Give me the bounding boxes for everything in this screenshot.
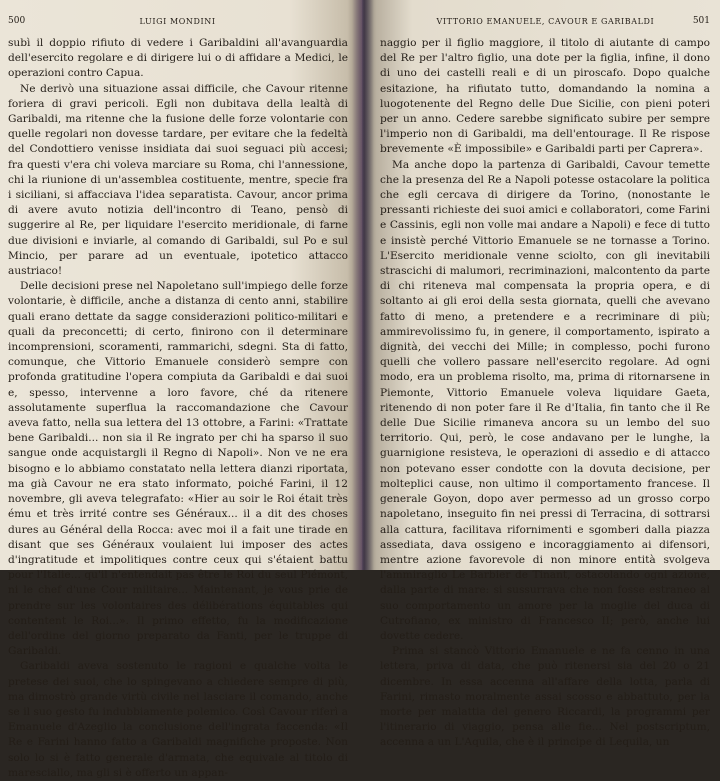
- left-paragraph-4: Garibaldi aveva sostenuto le ragioni e qualche volta le pretese dei suoi, che lo spingevano a chiedere sempre di più, ma dimostrò grande virtù civile nel lasciare il comando, anche se il suo gesto fu indubbiamente polemico. Così Cavour riferì a Emanuele d'Azeglio la conclusione dell'ingrata faccenda: «Il Re e Farini hanno fatto a Garibaldi magnifiche proposte. Non solo lo si è fatto generale d'armata, che equivale al titolo di maresciallo, ma gli si è offerto un appan-: [8, 660, 348, 779]
- left-paragraph-2: Ne derivò una situazione assai difficile, che Cavour ritenne foriera di gravi pericoli. Egli non dubitava della lealtà di Garibaldi, ma ritenne che la fusione delle forze volontarie con quelle regolari non dovesse tardare, per evitare che la fedeltà del Condottiero venisse insidiata dai suoi seguaci più accesi; fra questi v'era chi voleva marciare su Roma, chi l'annessione, chi la riunione di un'assemblea costituente, mentre, specie fra i siciliani, si affacciava l'idea separatista. Cavour, ancor prima di avere avuto notizia dell'incontro di Teano, pensò di suggerire al Re, per liquidare l'esercito meridionale, di farne due divisioni e inviarle, al comando di Garibaldi, sul Po e sul Mincio, per parare ad un eventuale, ipotetico attacco austriaco!: [8, 82, 348, 278]
- left-paragraph-1: subì il doppio rifiuto di vedere i Garibaldini all'avanguardia dell'esercito regolare e di dirigere lui o di affidare a Medici, le operazioni contro Capua.: [8, 37, 348, 80]
- right-paragraph-2: Ma anche dopo la partenza di Garibaldi, Cavour temette che la presenza del Re a Napoli potesse ostacolare la politica che egli cercava di dirigere da Torino, (nonostante le pressanti richieste dei suoi amici e collaboratori, come Farini e Cassinis, egli non volle mai andare a Napoli) e fece di tutto e insistè perché Vittorio Emanuele se ne tornasse a Torino. L'Esercito meridionale venne sciolto, con gli inevitabili strascichi di malumori, recriminazioni, malcontento da parte di chi riteneva mal compensata la propria opera, e di soltanto ai gli eroi della sesta giornata, quelli che avevano fatto di meno, a pretendere e a recriminare di più; ammirevolissimo fu, in genere, il comportamento, ispirato a dignità, dei vecchi dei Mille; in complesso, pochi furono quelli che vollero passare nell'esercito regolare. Ad ogni modo, era un problema risolto, ma, prima di ritornarsene in Piemonte, Vittorio Emanuele voleva liquidare Gaeta, ritenendo di non poter fare il Re d'Italia, fin tanto che il Re delle Due Sicilie rimaneva ancora su un lembo del suo territorio. Qui, però, le cose andavano per le lunghe, la guarnigione resisteva, le operazioni di assedio e di attacco non potevano esser condotte con la dovuta decisione, per molteplici cause, non ultimo il comportamento francese. Il generale Goyon, dopo aver permesso ad un grosso corpo napoletano, inseguito fin nei pressi di Terracina, di sottrarsi alla cattura, facilitava rifornimenti e sgomberi dalla piazza assediata, dava ossigeno e incoraggiamento ai difensori, mentre azione favorevole di non minore entità svolgeva l'ammiraglio Le Barbier de Tinant, ostacolando ogni azione, dalla parte di mare: si sussurrava che non fosse estraneo al suo comportamento un amore per la moglie del duca di Cutrofiano, ex ministro di Francesco II; però, anche lui dovette cedere.: [380, 158, 710, 642]
- right-paragraph-3: Prima si stancò Vittorio Emanuele e ne fa cenno in una lettera, priva di data, che può ritenersi sia del 20 o 21 dicembre. In essa accenna all'affare della lotta, parla di Farini, rimasto moralmente assai scosso e abbattuto, per la morte per malattia del genero Riccardi, la programmi per l'itinerario di viaggio, pensa alle fie... Nel postscriptum, accenna a un L'Aquila, che è il principe di Lequila, un: [380, 645, 710, 749]
- right-page-number: 501: [692, 16, 710, 26]
- right-running-head: VITTORIO EMANUELE, CAVOUR E GARIBALDI: [436, 16, 655, 26]
- left-paragraph-3: Delle decisioni prese nel Napoletano sull'impiego delle forze volontarie, è difficile, anche a distanza di cento anni, stabilire quali erano dettate da sagge considerazioni politico-militari e quali da preconcetti; di certo, finirono con il determinare incomprensioni, scoramenti, rammarichi, sdegni. Sta di fatto, comunque, che Vittorio Emanuele considerò sempre con profonda gratitudine l'opera compiuta da Garibaldi e dai suoi e, spesso, intervenne a loro favore, ché da ritenere assolutamente superflua la raccomandazione che Cavour aveva fatto, nella sua lettera del 13 ottobre, a Farini: «Trattate bene Garibaldi... non sia il Re ingrato per chi ha sparso il suo sangue onde acquistargli il Regno di Napoli». Non ve ne era bisogno e lo abbiamo constatato nella lettera dianzi riportata, ma già Cavour ne era stato informato, poiché Farini, il 12 novembre, gli aveva telegrafato: «Hier au soir le Roi était très ému et très irrité contre ses Généraux... il a dit des choses dures au Général della Rocca: avec moi il a fait une tirade en disant que ses Généraux voulaient lui imposer des actes d'ingratitude et impolitiques contre ceux qui s'étaient battu pour l'Italie... qu'il n'entendait pas être le Roi du seul Piémont, ni le chef d'une Cour militaire... Maintenant, je vous prie de prendre sur les volontaires des délibérations équitables qui contentent le Roi...». Il primo effetto, fu la modificazione dell'ordine del giorno preparato da Fanti, per le truppe di Garibaldi.: [8, 280, 348, 658]
- right-paragraph-1: naggio per il figlio maggiore, il titolo di aiutante di campo del Re per l'altro figlio, una dote per la figlia, infine, il dono di uno dei castelli reali e di un piroscafo. Dopo qualche esitazione, ha rifiutato tutto, domandando la nomina a luogotenente del Regno delle Due Sicilie, con pieni poteri per un anno. Cedere sarebbe significato subire per sempre l'imperio non di Garibaldi, ma dell'entourage. Il Re rispose brevemente «È impossibile» e Garibaldi parti per Caprera».: [380, 37, 710, 156]
- right-page: [362, 0, 720, 749]
- left-page-body: [8, 36, 348, 781]
- left-page-header: [8, 14, 348, 28]
- left-page-number: 500: [8, 16, 26, 26]
- left-running-head: LUIGI MONDINI: [139, 16, 216, 26]
- right-page-header: [380, 14, 710, 28]
- right-page-body: [380, 36, 710, 751]
